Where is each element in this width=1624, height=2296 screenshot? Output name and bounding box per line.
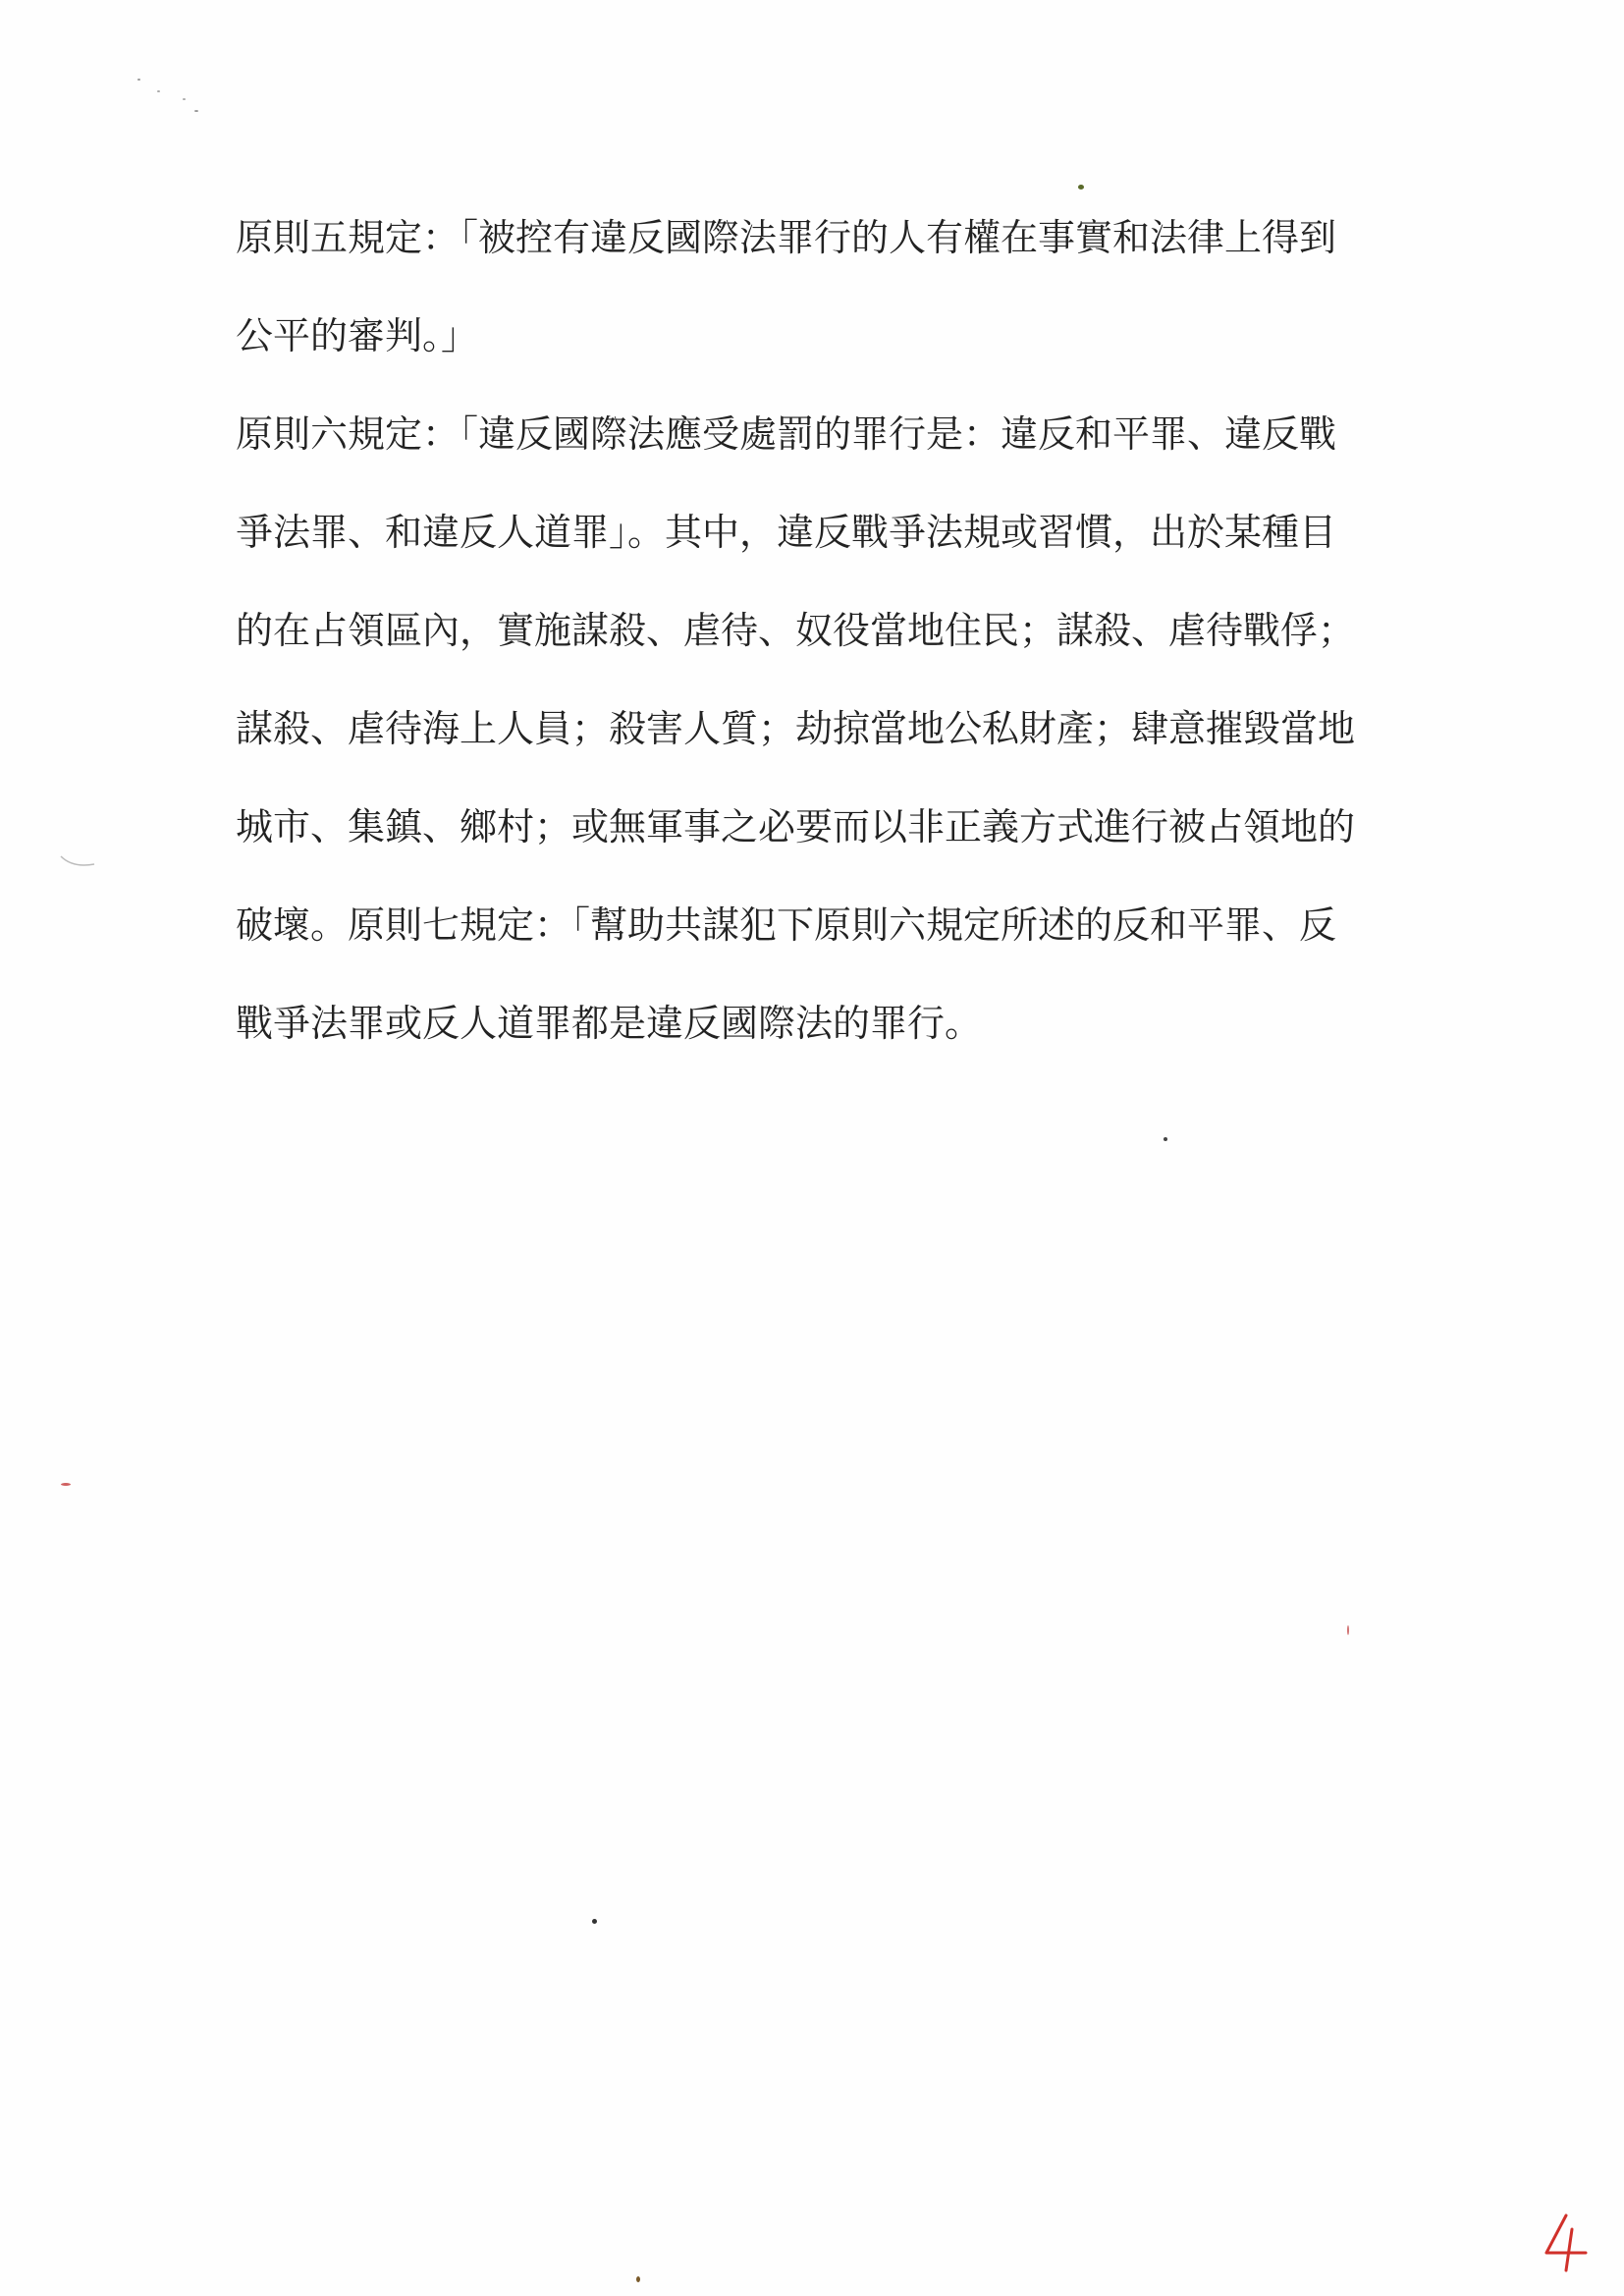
text-line: 原則五規定：「被控有違反國際法罪行的人有權在事實和法律上得到 — [236, 216, 1337, 259]
text-line: 謀殺、虐待海上人員；殺害人質；劫掠當地公私財產；肆意摧毀當地 — [236, 707, 1356, 750]
scan-speck — [137, 79, 140, 81]
text-line: 原則六規定：「違反國際法應受處罰的罪行是：違反和平罪、違反戰 — [236, 412, 1337, 456]
text-line: 城市、集鎮、鄉村；或無軍事之必要而以非正義方式進行被占領地的 — [236, 805, 1356, 848]
text-line: 爭法罪、和違反人道罪」。其中，違反戰爭法規或習慣，出於某種目 — [236, 511, 1337, 554]
scan-speck — [1164, 1137, 1167, 1141]
scan-speck — [194, 110, 198, 112]
scan-speck — [636, 2276, 640, 2282]
text-line: 破壞。原則七規定：「幫助共謀犯下原則六規定所述的反和平罪、反 — [236, 903, 1337, 947]
scan-speck — [1347, 1625, 1349, 1635]
text-line: 公平的審判。」 — [236, 314, 479, 357]
body-text — [236, 208, 1394, 1092]
scan-speck — [592, 1919, 597, 1924]
scan-speck — [61, 1483, 71, 1486]
text-line: 的在占領區內，實施謀殺、虐待、奴役當地住民；謀殺、虐待戰俘； — [236, 609, 1356, 652]
scan-edge-curve — [59, 852, 98, 872]
handwritten-page-number — [1537, 2208, 1596, 2276]
scan-speck — [157, 90, 160, 92]
text-line: 戰爭法罪或反人道罪都是違反國際法的罪行。 — [236, 1002, 983, 1045]
scan-speck — [1078, 185, 1084, 190]
scan-speck — [183, 98, 186, 100]
